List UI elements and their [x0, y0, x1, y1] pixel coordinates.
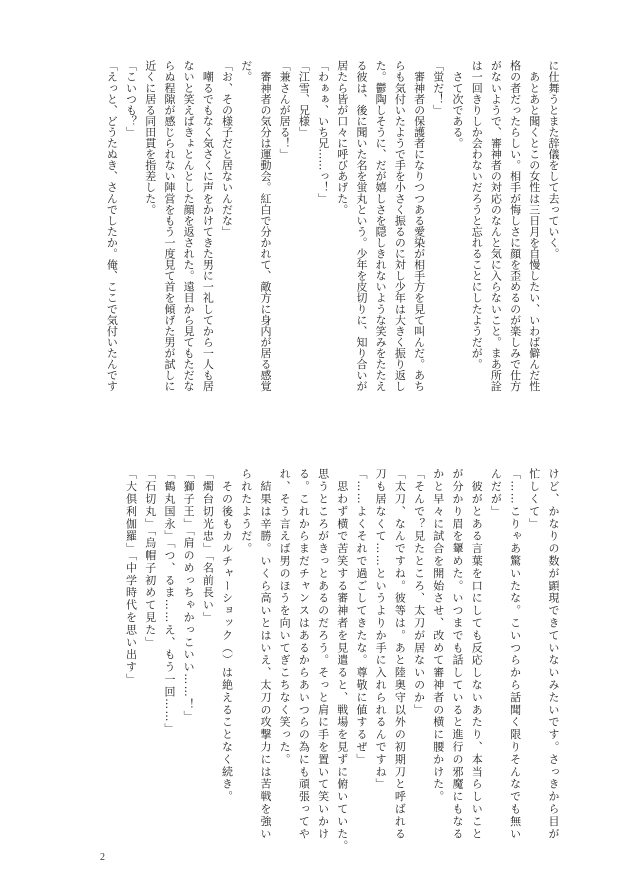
text-line: 居たら皆が口々に呼びあげた。 [335, 60, 349, 215]
text-line: あとあと聞くとこの女性は三日月を自慢したい、いわば僻んだ性 [527, 60, 541, 392]
text-line: かと早々に試合を開始させ、改めて審神者の横に腰かけた。 [431, 468, 445, 803]
text-line: んだが」 [489, 468, 503, 518]
text-line: 「こいつも？」 [124, 60, 138, 138]
lower-text-block [121, 468, 563, 858]
text-line: 「鶴丸国永」「つ、るま……え、もう一回……」 [162, 468, 176, 736]
text-line: た。鬱陶しそうに、だが嬉しさを隠しきれないような笑みをたたえ [374, 60, 388, 392]
text-line: 「兼さんが居る！」 [278, 60, 292, 160]
text-line: 「わぁぁ、いち兄……っ！」 [316, 60, 330, 204]
text-line: だ。 [239, 60, 253, 83]
text-line: 忙しくて」 [527, 468, 541, 530]
text-line: 「……よくそれで過ごしてきたな。尊敬に値するぜ」 [354, 468, 368, 766]
text-line: れ、そう言えば男のほうを向いてぎこちなく笑った。 [278, 468, 292, 766]
text-line: 「石切丸」「烏帽子初めて見た」 [143, 468, 157, 649]
text-line: 思わず横で苦笑する審神者を見遣ると、戦場を見ずに俯いていた。 [335, 468, 349, 853]
text-line: 格の者だったらしい。相手が悔しさに顔を歪めるのが楽しみで仕方 [508, 60, 522, 392]
text-line: は一回きりしか会わないだろうと忘れることにしたようだが。 [470, 60, 484, 370]
text-line: に仕舞うとまた辞儀をして去っていく。 [547, 60, 560, 259]
text-line: 「江雪、兄様」 [297, 60, 311, 138]
text-line: けど、かなりの数が顕現できていないみたいです。さっきから目が [547, 468, 560, 840]
text-line: らぬ程隙が感じられない陣営をもう一度見て首を傾げた男が試しに [162, 60, 176, 392]
text-line: 「えっと、どうたぬき、さんでしたか。俺、ここで気付いたんです [105, 60, 119, 392]
text-line: 近くに居る同田貫を指差した。 [143, 60, 157, 215]
text-line: 審神者の気分は運動会。紅白で分かれて、敵方に身内が居る感覚 [258, 60, 272, 392]
text-line: 「……こりゃあ驚いたな。こいつらから話聞く限りそんなでも無い [508, 468, 522, 840]
text-line: が分かり眉を顰めた。いつまでも話していると進行の邪魔にもなる [450, 468, 464, 840]
text-line: 彼がとある言葉を口にしても反応しないあたり、本当らしいこと [470, 468, 484, 840]
text-line: 審神者の保護者になりつつある愛染が相手方を見て叫んだ。あち [412, 60, 426, 392]
text-line: る。これからまだチャンスはあるからあいつらの為にも頑張ってや [297, 468, 311, 840]
text-line: ないと笑えばきょとんとした顔を返された。遠目から見てもただな [182, 60, 196, 392]
upper-text-block [102, 60, 563, 405]
text-line: 結果は辛勝。いくら高いとはいえ、太刀の攻撃力には苦戦を強い [258, 468, 272, 840]
text-line: 「蛍だ！」 [431, 60, 445, 116]
text-line: 「獅子王」「肩のめっちゃかっこいい……！」 [182, 468, 196, 723]
text-line: 刀も居なくて……というよりか手に入れられるんですね」 [374, 468, 388, 791]
text-line: 嘲るでもなく気さくに声をかけてきた男に一礼してから一人も居 [201, 60, 215, 392]
text-line: 「お、その様子だと居ないんだな」 [220, 60, 234, 237]
text-line: その後もカルチャーショック（）は絶えることなく続き。 [220, 468, 234, 803]
text-line: がないようで、審神者の対応のなんと気に入らないこと。まあ所詮 [489, 60, 503, 392]
text-line: られたようだ。 [239, 468, 253, 555]
text-line: 「そんで？見たところ、太刀が居ないのか」 [412, 468, 426, 716]
text-line: 「太刀、なんですね。彼等は。あと陸奥守以外の初期刀と呼ばれる [393, 468, 407, 840]
text-line: る彼は、後に聞いた名を蛍丸という。少年を皮切りに、知り合いが [354, 60, 368, 392]
text-line: 思うところがきっとあるのだろう。そっと肩に手を置いて笑いかけ [316, 468, 330, 840]
text-line: 「大倶利伽羅」「中学時代を思い出す」 [124, 468, 138, 686]
text-line: さて次である。 [450, 60, 464, 149]
text-line: 「燭台切光忠」「名前長い」 [201, 468, 215, 624]
page-number: 2 [100, 852, 105, 863]
text-line: らも気付いたようで手を小さく振るのに対し少年は大きく振り返し [393, 60, 407, 392]
